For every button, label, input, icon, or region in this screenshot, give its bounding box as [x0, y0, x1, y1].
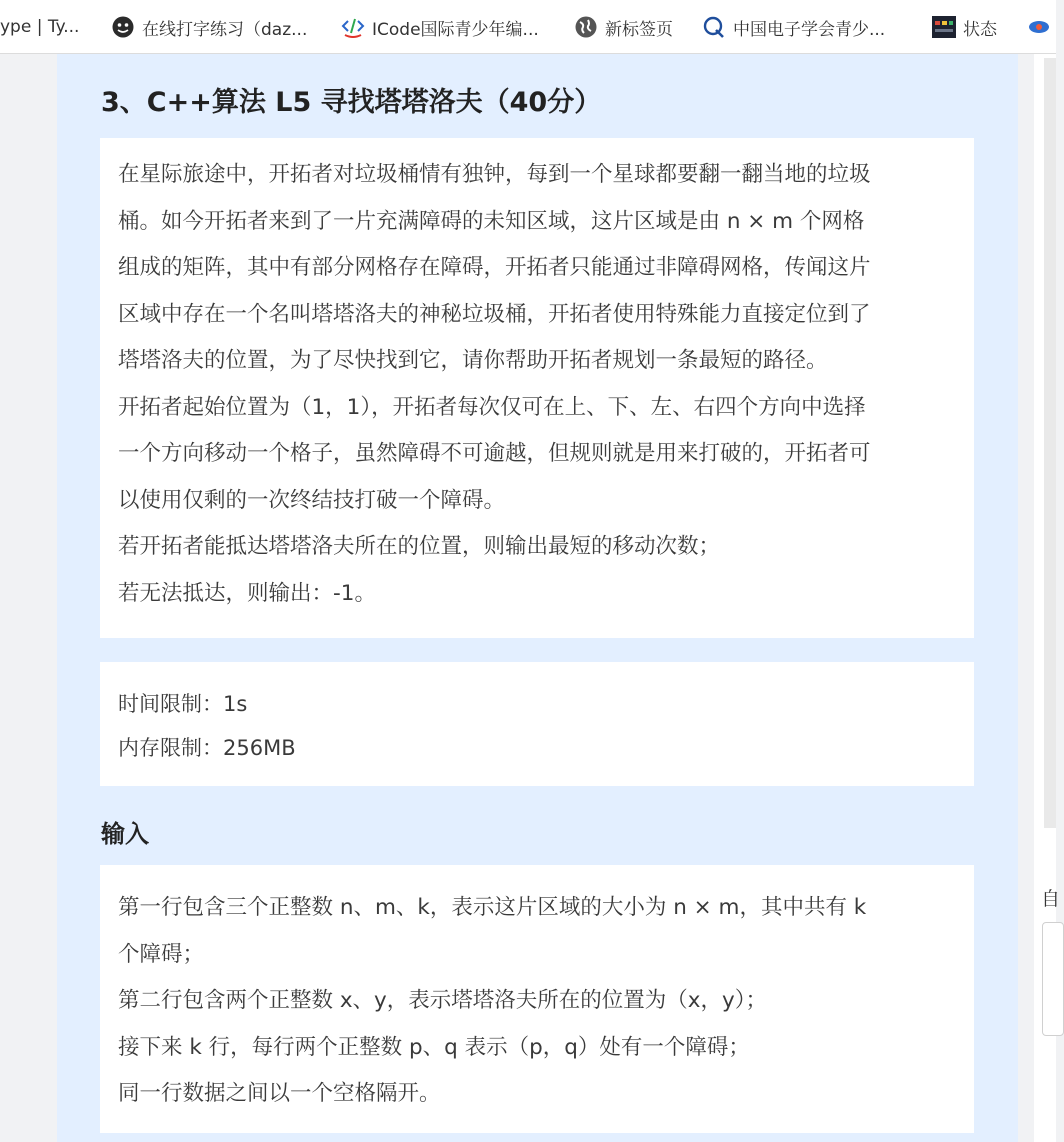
limits-card — [100, 662, 974, 786]
status-thumbnail-icon — [933, 16, 955, 38]
bookmark-label: ype | Ty... — [0, 17, 80, 37]
memory-limit: 内存限制：256MB — [118, 736, 296, 760]
description-line: 若开拓者能抵达塔塔洛夫所在的位置，则输出最短的移动次数； — [118, 534, 721, 559]
q-logo-icon — [703, 16, 725, 38]
side-panel-label: 自 — [1041, 888, 1061, 910]
description-line: 一个方向移动一个格子，虽然障碍不可逾越，但规则就是用来打破的，开拓者可 — [118, 441, 871, 466]
description-line: 组成的矩阵，其中有部分网格存在障碍，开拓者只能通过非障碍网格，传闻这片 — [118, 255, 871, 280]
bookmarks-bar — [0, 0, 1056, 54]
bookmark-item-typing[interactable] — [0, 0, 79, 54]
bookmark-item-icode[interactable] — [342, 0, 539, 54]
bookmark-item-status[interactable] — [933, 0, 997, 54]
input-line: 同一行数据之间以一个空格隔开。 — [118, 1081, 441, 1106]
side-panel-input[interactable] — [1042, 922, 1064, 1036]
code-icon — [342, 16, 364, 38]
time-limit: 时间限制：1s — [118, 692, 248, 716]
extension-icon — [1028, 16, 1050, 38]
bookmark-label: 状态 — [963, 19, 997, 40]
bookmark-item-overflow[interactable] — [1028, 0, 1050, 54]
input-line: 第一行包含三个正整数 n、m、k，表示这片区域的大小为 n × m，其中共有 k — [118, 895, 867, 920]
bookmark-label: 新标签页 — [605, 19, 673, 40]
input-card — [100, 865, 974, 1133]
description-line: 塔塔洛夫的位置，为了尽快找到它，请你帮助开拓者规划一条最短的路径。 — [118, 348, 828, 373]
bookmark-item-new-tab[interactable] — [575, 0, 673, 54]
description-line: 开拓者起始位置为（1，1），开拓者每次仅可在上、下、左、右四个方向中选择 — [118, 394, 866, 420]
description-card — [100, 138, 974, 638]
bookmark-item-cie[interactable] — [703, 0, 885, 54]
bookmark-label: 在线打字练习（daz... — [142, 19, 308, 40]
problem-title: 3、C++算法 L5 寻找塔塔洛夫（40分） — [101, 87, 602, 118]
input-line: 个障碍； — [118, 941, 205, 967]
side-scrollbar[interactable] — [1044, 58, 1056, 828]
input-heading: 输入 — [101, 820, 149, 848]
description-line: 区域中存在一个名叫塔塔洛夫的神秘垃圾桶，开拓者使用特殊能力直接定位到了 — [118, 301, 871, 327]
bookmark-label: 中国电子学会青少... — [733, 19, 886, 40]
input-line: 第二行包含两个正整数 x、y，表示塔塔洛夫所在的位置为（x，y）； — [118, 988, 767, 1013]
bookmark-item-dazidazi[interactable] — [112, 0, 307, 54]
description-line: 桶。如今开拓者来到了一片充满障碍的未知区域，这片区域是由 n × m 个网格 — [118, 208, 865, 234]
description-line: 若无法抵达，则输出：-1。 — [118, 580, 376, 606]
input-line: 接下来 k 行，每行两个正整数 p、q 表示（p，q）处有一个障碍； — [118, 1034, 750, 1060]
description-line: 在星际旅途中，开拓者对垃圾桶情有独钟，每到一个星球都要翻一翻当地的垃圾 — [118, 162, 871, 187]
typing-site-icon — [112, 16, 134, 38]
bookmark-label: ICode国际青少年编... — [372, 19, 539, 40]
description-line: 以使用仅剩的一次终结技打破一个障碍。 — [118, 487, 506, 513]
globe-icon — [575, 16, 597, 38]
